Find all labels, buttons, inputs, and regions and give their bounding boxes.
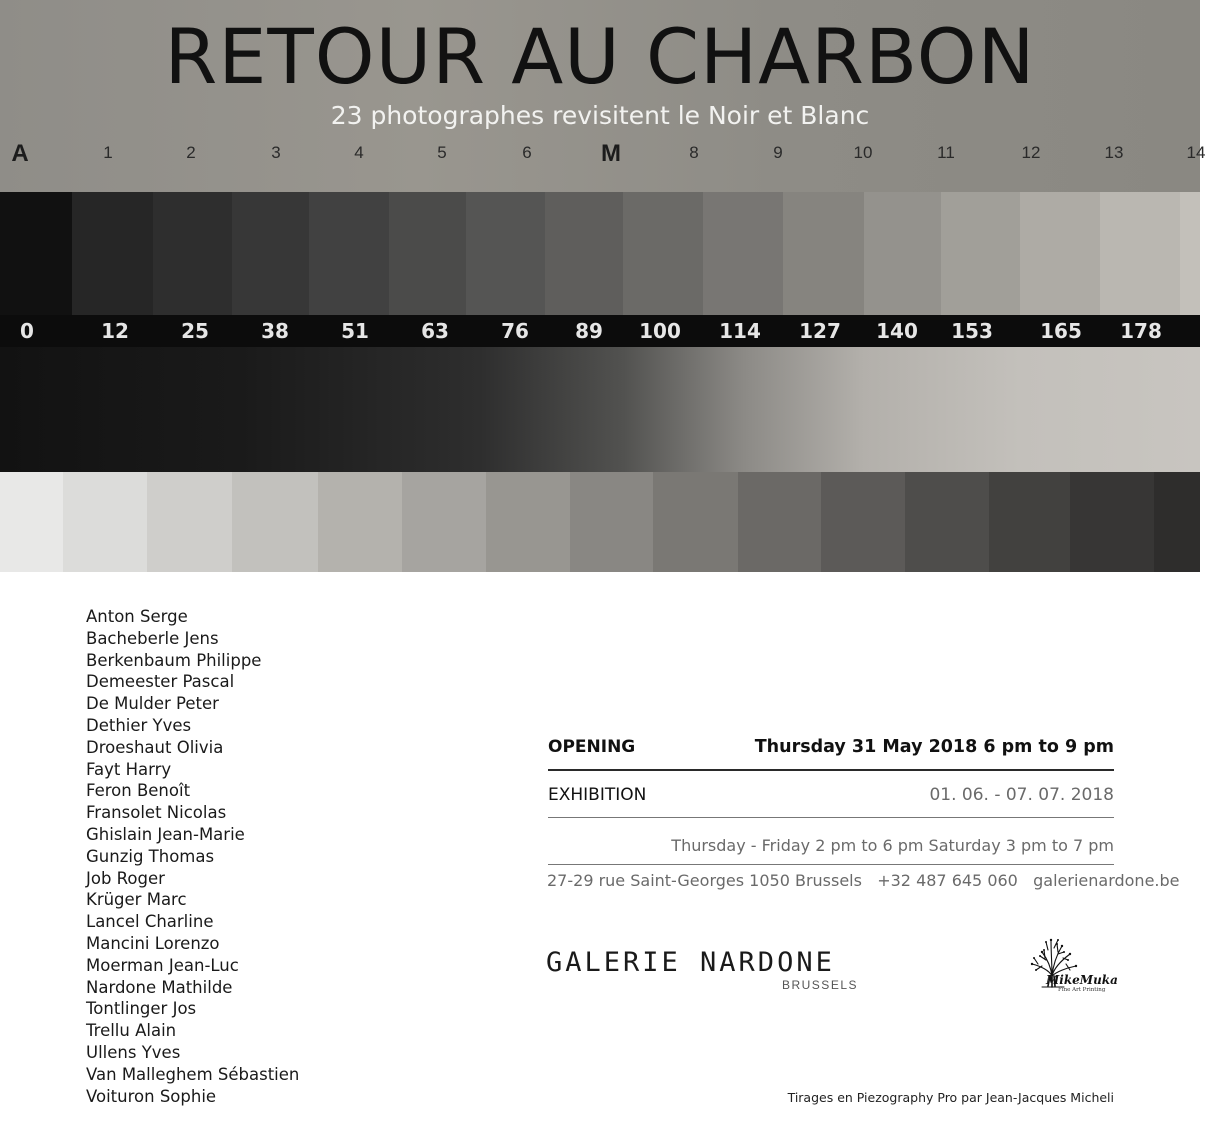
grey-patch: [72, 192, 153, 315]
scale-value-label: 100: [639, 319, 681, 343]
artist-name: Trellu Alain: [86, 1021, 177, 1041]
artist-name: Fayt Harry: [86, 759, 172, 779]
printer-tagline: Fine Art Printing: [1058, 987, 1106, 993]
grey-patch: [738, 472, 821, 572]
grey-patch: [318, 472, 402, 572]
artist-name: Krüger Marc: [86, 890, 187, 910]
grey-patch: [466, 192, 545, 315]
scale-value-label: 127: [799, 319, 841, 343]
phone-number[interactable]: +32 487 645 060: [877, 871, 1018, 890]
grey-patch: [653, 472, 738, 572]
print-credit: Tirages en Piezography Pro par Jean-Jacques Micheli: [787, 1090, 1114, 1105]
scale-value-label: 140: [876, 319, 918, 343]
scale-step-label: 3: [271, 143, 281, 162]
grey-patch: [486, 472, 570, 572]
exhibition-dates: 01. 06. - 07. 07. 2018: [929, 785, 1114, 805]
exhibition-info: [548, 733, 1114, 865]
grey-gradient-band: [0, 347, 1200, 472]
exhibition-label: EXHIBITION: [548, 785, 647, 805]
scale-step-label: 4: [354, 143, 364, 162]
page-title: RETOUR AU CHARBON: [164, 12, 1036, 101]
scale-value-label: 12: [101, 319, 129, 343]
scale-value-label: 153: [951, 319, 993, 343]
page-subtitle: 23 photographes revisitent le Noir et Blanc: [330, 101, 870, 130]
grey-patch: [821, 472, 905, 572]
scale-step-label: 12: [1021, 143, 1041, 162]
grey-patch: [389, 192, 466, 315]
scale-value-label: 76: [501, 319, 529, 343]
header-banner: [0, 0, 1205, 192]
website-link[interactable]: galerienardone.be: [1033, 871, 1180, 890]
grey-patch: [1020, 192, 1100, 315]
scale-step-label: 14: [1186, 143, 1205, 162]
artist-name: Mancini Lorenzo: [86, 933, 220, 953]
scale-step-label: 10: [853, 143, 873, 162]
grey-scale-value-strip: [0, 315, 1200, 347]
scale-step-label: 13: [1104, 143, 1124, 162]
grey-patch: [232, 192, 309, 315]
scale-step-label: 9: [773, 143, 783, 162]
address: 27-29 rue Saint-Georges 1050 Brussels: [547, 871, 862, 890]
artist-name: Berkenbaum Philippe: [86, 650, 262, 670]
scale-step-label: 11: [937, 143, 955, 162]
grey-scale-upper-band: [0, 192, 1200, 315]
grey-patch: [1180, 192, 1200, 315]
grey-patch: [0, 192, 72, 315]
artist-name: Gunzig Thomas: [86, 846, 215, 866]
grey-patch: [63, 472, 147, 572]
artist-name: Moerman Jean-Luc: [86, 955, 239, 975]
artist-name: Bacheberle Jens: [86, 628, 219, 648]
scale-value-label: 38: [261, 319, 289, 343]
scale-value-label: 114: [719, 319, 761, 343]
grey-patch: [905, 472, 989, 572]
grey-patch: [941, 192, 1020, 315]
scale-step-label: A: [11, 140, 29, 167]
scale-value-label: 89: [575, 319, 603, 343]
exhibition-row: [548, 781, 1114, 817]
grey-patch: [783, 192, 864, 315]
scale-value-label: 63: [421, 319, 449, 343]
grey-patch: [1100, 192, 1180, 315]
opening-hours: Thursday - Friday 2 pm to 6 pm Saturday 3 pm to 7 pm: [671, 836, 1114, 855]
artist-name: De Mulder Peter: [86, 694, 219, 714]
grey-patch: [153, 192, 232, 315]
artist-name: Ghislain Jean-Marie: [86, 824, 245, 844]
grey-scale-lower-band: [0, 472, 1200, 572]
grey-patch: [309, 192, 389, 315]
opening-label: OPENING: [548, 737, 636, 757]
scale-step-label: 2: [186, 143, 196, 162]
opening-date: Thursday 31 May 2018 6 pm to 9 pm: [754, 737, 1114, 757]
grey-patch: [864, 192, 941, 315]
artist-name: Tontlinger Jos: [86, 999, 197, 1019]
grey-patch: [570, 472, 653, 572]
artist-name: Droeshaut Olivia: [86, 737, 224, 757]
artist-name: Fransolet Nicolas: [86, 803, 227, 823]
artist-name: Dethier Yves: [86, 715, 192, 735]
divider: [548, 864, 1114, 865]
printer-name: MikeMuka: [1046, 973, 1118, 987]
artist-name: Voituron Sophie: [86, 1086, 217, 1106]
scale-value-label: 165: [1040, 319, 1082, 343]
artist-list: [86, 606, 299, 1107]
contact-line: [547, 871, 1180, 890]
artist-name: Job Roger: [86, 868, 165, 888]
gallery-city: BRUSSELS: [781, 978, 858, 992]
grey-patch: [402, 472, 486, 572]
scale-step-label: 6: [522, 143, 532, 162]
grey-patch: [1070, 472, 1154, 572]
scale-step-label: 1: [103, 143, 113, 162]
scale-value-label: 51: [341, 319, 369, 343]
gallery-logo: [546, 946, 858, 992]
artist-name: Lancel Charline: [86, 912, 214, 932]
artist-name: Van Malleghem Sébastien: [86, 1064, 300, 1084]
divider: [548, 769, 1114, 771]
grey-patch: [232, 472, 318, 572]
grey-patch: [147, 472, 232, 572]
scale-step-label: M: [601, 140, 621, 167]
grey-patch: [623, 192, 703, 315]
scale-value-label: 0: [20, 319, 34, 343]
grey-patch: [703, 192, 783, 315]
artist-name: Anton Serge: [86, 607, 188, 626]
artist-name: Ullens Yves: [86, 1042, 181, 1062]
scale-value-label: 25: [181, 319, 209, 343]
grey-patch: [1154, 472, 1200, 572]
grey-patch: [989, 472, 1070, 572]
opening-row: [548, 733, 1114, 769]
scale-step-label: 8: [689, 143, 699, 162]
gallery-name: GALERIE NARDONE: [546, 947, 835, 978]
artist-name: Feron Benoît: [86, 781, 191, 801]
scale-value-label: 178: [1120, 319, 1162, 343]
grey-patch: [545, 192, 623, 315]
scale-step-label: 5: [437, 143, 447, 162]
grey-patch: [0, 472, 63, 572]
artist-name: Nardone Mathilde: [86, 977, 233, 997]
grey-scale-top-labels: [0, 140, 1205, 173]
artist-name: Demeester Pascal: [86, 672, 235, 692]
